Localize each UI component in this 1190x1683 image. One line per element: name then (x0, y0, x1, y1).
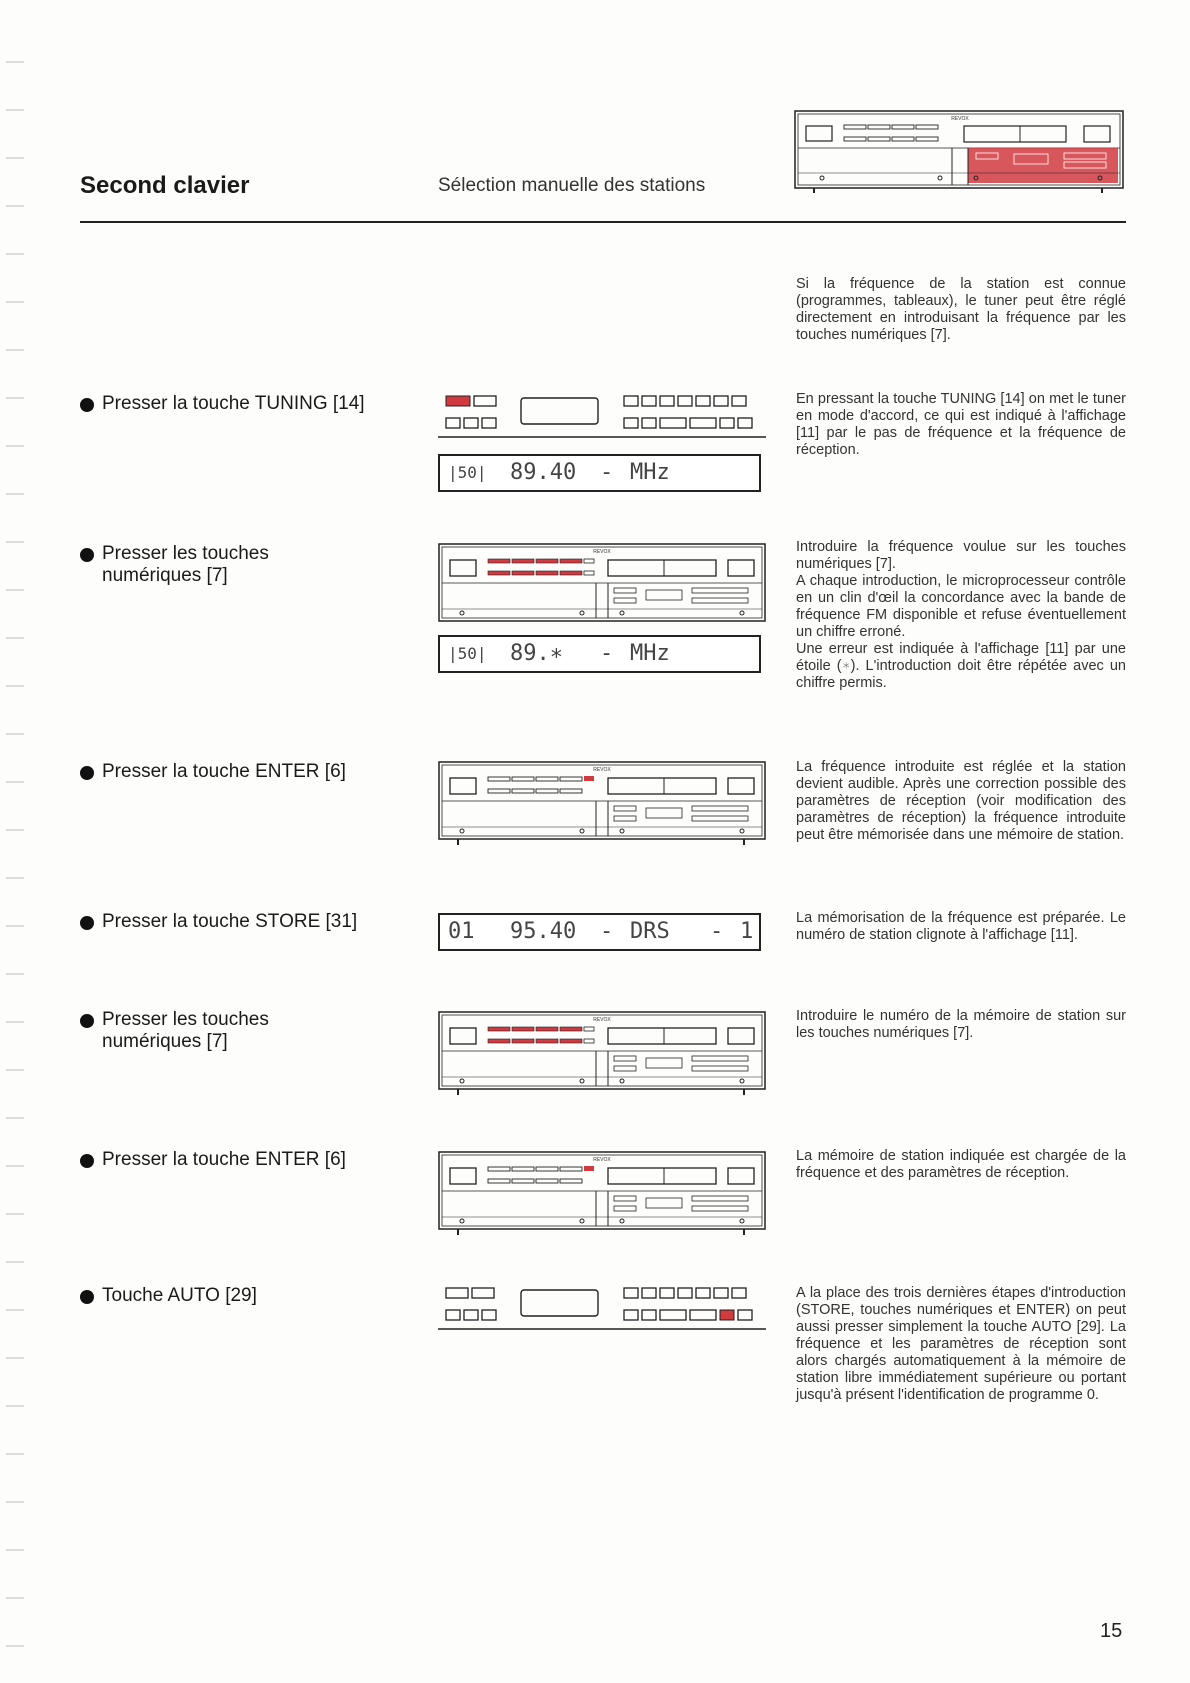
bullet-icon (80, 398, 94, 412)
bullet-icon (80, 1014, 94, 1028)
description-line: A chaque introduction, le microprocesseur contrôle en un clin d'œil la concordance avec la bande de fréquence FM disponible et refuse éventuellement un chiffre erroné. (796, 573, 1126, 640)
step-action-line1: Presser les touches (102, 1009, 269, 1030)
step-action: Presser la touche STORE [31] (102, 911, 358, 932)
step-action: Presser la touche TUNING [14] (102, 393, 365, 414)
brand-label: REVOX (593, 767, 611, 773)
brand-label: REVOX (951, 116, 969, 122)
step-action-line2: numériques [7] (102, 565, 228, 586)
header-rule (80, 221, 1126, 223)
page-number: 15 (1100, 1620, 1123, 1642)
keypad-tuning-illustration (438, 392, 768, 440)
tuner-front-illustration (794, 110, 1124, 195)
step-enter-memory (80, 1149, 346, 1171)
bullet-icon (80, 1290, 94, 1304)
step-auto (80, 1285, 257, 1307)
display-step-size: |50| (448, 463, 487, 482)
bullet-icon (80, 916, 94, 930)
intro-text: Si la fréquence de la station est connue (programmes, tableaux), le tuner peut être réglé directement en introduisant la fréquence par les touches numériques [7]. (796, 276, 1126, 343)
display-numeric-entry (438, 635, 761, 673)
bullet-icon (80, 548, 94, 562)
display-program-number: 1 (740, 919, 754, 944)
step-description: La fréquence introduite est réglée et la station devient audible. Après une correction possible des paramètres de réception (voir modification des paramètres de réception) la fréquence introduite peut être mémorisée dans une mémoire de station. (796, 759, 1126, 843)
step-numeric-frequency (80, 543, 269, 587)
tuner-numeric-memory-illustration (438, 1011, 768, 1097)
step-description: Introduire le numéro de la mémoire de station sur les touches numériques [7]. (796, 1008, 1126, 1041)
display-frequency: 89.40 (510, 460, 577, 485)
brand-label: REVOX (593, 1157, 611, 1163)
brand-label: REVOX (593, 1017, 611, 1023)
page-title: Second clavier (80, 172, 250, 199)
display-separator: - (600, 919, 614, 944)
step-description (796, 539, 1126, 692)
tuner-enter-memory-illustration (438, 1151, 768, 1237)
step-tuning (80, 393, 365, 415)
display-separator: - (600, 460, 614, 485)
display-separator: - (600, 641, 614, 666)
display-program-name: DRS (630, 919, 670, 944)
display-separator: - (710, 919, 724, 944)
step-enter (80, 761, 346, 783)
page-subtitle: Sélection manuelle des stations (438, 175, 706, 196)
step-numeric-memory (80, 1009, 269, 1053)
display-step-size: |50| (448, 644, 487, 663)
step-action-line1: Presser les touches (102, 543, 269, 564)
tuner-numeric-illustration (438, 543, 768, 623)
keypad-auto-illustration (438, 1284, 768, 1332)
display-station-number: 01 (448, 919, 475, 944)
step-action: Touche AUTO [29] (102, 1285, 257, 1306)
step-description: A la place des trois dernières étapes d'introduction (STORE, touches numériques et ENTER) on peut aussi presser simplement la touche AUTO [29]. La fréquence et les paramètres de réception sont alors chargés automatiquement à la mémoire de station libre immédiatement supérieure ou portant jusqu'à présent l'identification de programme 0. (796, 1285, 1126, 1403)
description-line: Une erreur est indiquée à l'affichage [11] par une étoile (∗). L'introduction doit être répétée avec un chiffre permis. (796, 641, 1126, 691)
step-store (80, 911, 357, 933)
display-frequency: 89.∗ (510, 641, 563, 666)
step-action: Presser la touche ENTER [6] (102, 1149, 346, 1170)
step-description: La mémoire de station indiquée est chargée de la fréquence et des paramètres de réception. (796, 1148, 1126, 1181)
step-description: En pressant la touche TUNING [14] on met le tuner en mode d'accord, ce qui est indiqué à l'affichage [11] par le pas de fréquence et la fréquence de réception. (796, 391, 1126, 458)
step-action-line2: numériques [7] (102, 1031, 228, 1052)
display-frequency: 95.40 (510, 919, 577, 944)
display-store (438, 913, 761, 951)
bullet-icon (80, 1154, 94, 1168)
display-unit: MHz (630, 641, 670, 666)
display-tuning (438, 454, 761, 492)
display-unit: MHz (630, 460, 670, 485)
bullet-icon (80, 766, 94, 780)
step-description: La mémorisation de la fréquence est préparée. Le numéro de station clignote à l'affichage [11]. (796, 910, 1126, 943)
margin-ticks (6, 0, 26, 1683)
step-action: Presser la touche ENTER [6] (102, 761, 346, 782)
tuner-enter-illustration (438, 761, 768, 847)
brand-label: REVOX (593, 549, 611, 555)
description-line: Introduire la fréquence voulue sur les touches numériques [7]. (796, 539, 1126, 572)
